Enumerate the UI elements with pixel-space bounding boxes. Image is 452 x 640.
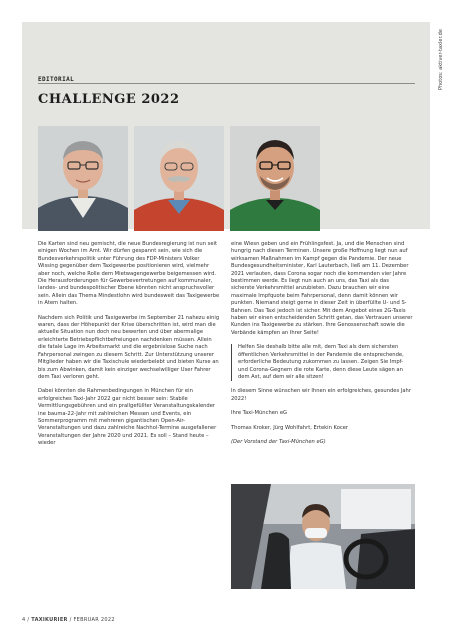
article-column-1: [38, 241, 221, 455]
signature-names: Thomas Kroker, Jürg Wohlfahrt, Ertekin Kocer: [231, 424, 349, 431]
paragraph: In diesem Sinne wünschen wir Ihnen ein erfolgreiches, gesundes Jahr 2022!: [231, 388, 411, 402]
portrait-thomas-kroker: [38, 126, 128, 231]
article-headline: CHALLENGE 2022: [38, 92, 180, 107]
portrait-ertekin-kocer: [230, 126, 320, 231]
kicker-divider: [38, 83, 415, 84]
page-footer: 4 / TAXIKURIER / FEBRUAR 2022: [22, 617, 115, 623]
issue-date: FEBRUAR 2022: [73, 617, 115, 623]
paragraph: Nachdem sich Politik und Taxigewerbe im September 21 nahezu einig waren, dass der Höhepunkt der Krise überschritten ist, wird man die aktuelle Situation nun doch neu bewerten und über abermalige erleichterte Betriebspflichtbefreiungen nachdenken müssen. Allein die fatale Lage im Arbeitsmarkt und die ergebnislose Suche nach Fahrpersonal zwingen zu diesem Schritt. Zur Unterstützung unserer Mitglieder haben wir die Taxischule wiederbelebt und bieten Kurse an bis zum Abwinken, damit kein einziger wechselwilliger User Fahrer dem Taxi verloren geht.: [38, 314, 220, 380]
portrait-juerg-wohlfahrt: [134, 126, 224, 231]
photo-credit: Photos: aktiver-taxler.de: [438, 29, 444, 90]
section-kicker: EDITORIAL: [38, 76, 75, 83]
page-number: 4: [22, 617, 26, 623]
pull-quote: [231, 344, 414, 381]
paragraph: Dabei könnten die Rahmenbedingungen in München für ein erfolgreiches Taxi-Jahr 2022 gar nicht besser sein: Stabile Vermittlungsgebühren und ein prallgefüllter Veranstaltungskalender ine bauma-22-Jahr mit zahlreichen Messen und Events, ein Sommerprogramm mit mehreren gigantischen Open-Air-Veranstaltungen und dazu zahlreiche Nachhol-Termine ausgefallener Veranstaltungen der Jahre 2020 und 2021. Es soll – Stand heute – wieder: [38, 388, 217, 447]
paragraph: eine Wiesn geben und ein Frühlingsfest. Ja, und die Menschen sind hungrig nach diesen Terminen. Unsere große Hoffnung liegt nun auf wirksamen Maßnahmen im Kampf gegen die Pandemie. Der neue Bundesgesundheitsminister, Karl Lauterbach, ließ am 11. Dezember 2021 verlauten, dass Corona sogar noch die kommenden vier Jahre bestimmen werde. Es liegt nun auch an uns, das Taxi als das sicherste Verkehrsmittel anzubieten. Dazu brauchen wir eine maximale Impfquote beim Fahrpersonal, denn damit können wir punkten. Niemand steigt gerne in dieser Zeit in überfüllte U- und S-Bahnen. Das Taxi jedoch ist sicher. Mit dem Angebot eines 2G-Taxis haben wir einen entscheidenden Schritt getan, das Vertrauen unserer Kunden ins Taxigewerbe zu stärken. Ihre Genossenschaft sowie die Verbände kämpfen an Ihrer Seite!: [231, 241, 413, 336]
paragraph: Ihre Taxi-München eG: [231, 410, 288, 417]
signature-board: (Der Vorstand der Taxi-München eG): [231, 438, 326, 445]
magazine-name: TAXIKURIER: [31, 617, 68, 623]
taxi-driver-photo: [231, 484, 415, 589]
paragraph: Die Karten sind neu gemischt, die neue Bundesregierung ist nun seit einigen Wochen im Amt. Wir dürfen gespannt sein, wie sich die Bundesverkehrspolitik unter Führung des FDP-Ministers Volker Wissing gegenüber dem Taxigewerbe positionieren wird, vielmehr aber noch, welche Rolle dem Mietwagengewerbe beigemessen wird. Die Herausforderungen für Gewerbevertretungen auf kommunaler, landes- und bundespolitischer Ebene könnten nicht anspruchsvoller sein. Allein das Thema Mindestlohn wird bundesweit das Taxigewerbe in Atem halten.: [38, 241, 220, 307]
article-column-2: [231, 241, 414, 453]
quote-text: Helfen Sie deshalb bitte alle mit, dem Taxi als dem sichersten öffentlichen Verkehrsmittel in der Pandemie die entsprechende, erforderliche Bedeutung zukommen zu lassen. Zeigen Sie Impf- und Corona-Gegnern die rote Karte, denn diese Leute sägen an dem Ast, auf dem wir alle sitzen!: [238, 344, 404, 380]
